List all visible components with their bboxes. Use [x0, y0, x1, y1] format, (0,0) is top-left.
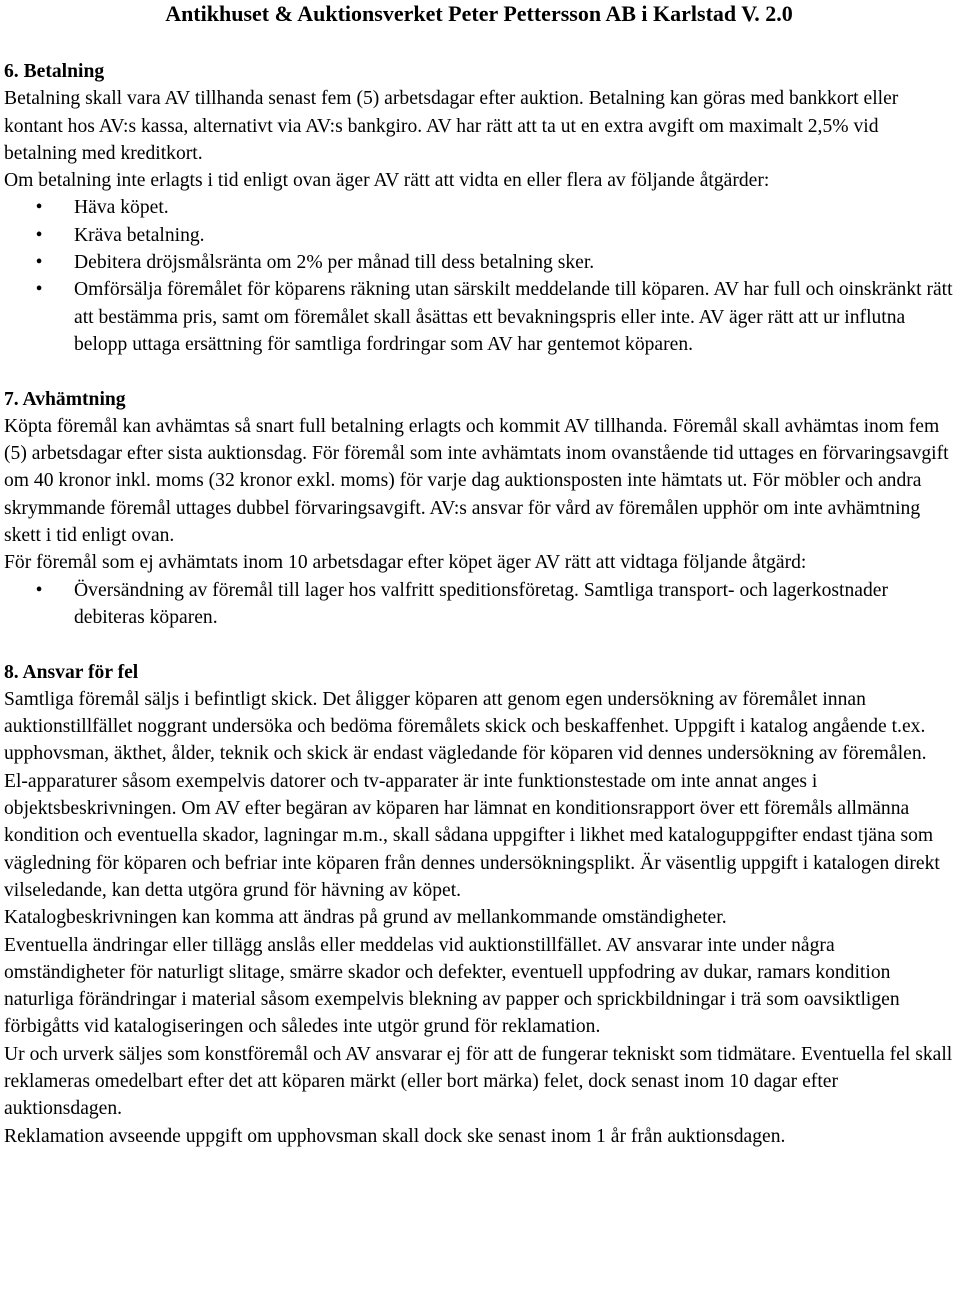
list-item-text: Häva köpet.: [74, 197, 169, 219]
list-item: [35, 222, 954, 249]
paragraph: Samtliga föremål säljs i befintligt skick. Det åligger köparen att genom egen undersökning av föremålet innan auktionstillfället noggrant undersöka och bedöma föremålets skick och beskaffenhet. Uppgift i katalog angående t.ex. upphovsman, äkthet, ålder, teknik och skick är endast vägledande för köparen vid dennes undersökning av föremålen. El-apparaturer såsom exempelvis datorer och tv-apparater är inte funktionstestade om inte annat anges i objektsbeskrivningen. Om AV efter begäran av köparen har lämnat en konditionsrapport över ett föremåls allmänna kondition och eventuella skador, lagningar m.m., skall sådana uppgifter i likhet med kataloguppgifter endast tjäna som vägledning för köparen och befriar inte köparen från dennes undersökningsplikt. Är väsentlig uppgift i katalogen direkt vilseledande, kan detta utgöra grund för hävning av köpet.: [4, 688, 940, 901]
list-item-text: Omförsälja föremålet för köparens räkning utan särskilt meddelande till köparen. AV har full och oinskränkt rätt att bestämma pris, samt om föremålet skall åsättas ett bevakningspris eller inte. AV äger rätt att ur influtna belopp uttaga ersättning för samtliga fordringar som AV har gentemot köparen.: [74, 279, 953, 355]
list-item: [35, 276, 954, 358]
section-heading: 6. Betalning: [4, 61, 105, 82]
spacer: [4, 631, 954, 658]
list-item-text: Kräva betalning.: [74, 224, 205, 246]
section-heading: 7. Avhämtning: [4, 388, 126, 410]
list-item-text: Översändning av föremål till lager hos valfritt speditionsföretag. Samtliga transport- och lagerkostnader debiteras köparen.: [74, 579, 888, 628]
paragraph: Ur och urverk säljes som konstföremål och AV ansvarar ej för att de fungerar tekniskt som tidmätare. Eventuella fel skall reklameras omedelbart efter det att köparen märkt (eller bort märka) felet, dock senast inom 10 dagar efter auktionsdagen.: [4, 1043, 953, 1120]
bullet-icon: •: [35, 252, 43, 274]
paragraph: Katalogbeskrivningen kan komma att ändras på grund av mellankommande omständigheter.: [4, 907, 727, 929]
section-betalning: [4, 58, 954, 358]
paragraph: Betalning skall vara AV tillhanda senast fem (5) arbetsdagar efter auktion. Betalning kan göras med bankkort eller kontant hos AV:s kassa, alternativt via AV:s bankgiro. AV har rätt att ta ut en extra avgift om maximalt 2,5% vid betalning med kreditkort.: [4, 88, 899, 164]
document-title: Antikhuset & Auktionsverket Peter Pettersson AB i Karlstad V. 2.0: [165, 1, 793, 26]
section-heading: 8. Ansvar för fel: [4, 661, 139, 683]
section-ansvar-for-fel: [4, 659, 954, 1150]
paragraph: Köpta föremål kan avhämtas så snart full betalning erlagts och kommit AV tillhanda. Föremål skall avhämtas inom fem (5) arbetsdagar efter sista auktionsdag. För föremål som inte avhämtats inom ovanstående tid uttages en förvaringsavgift om 40 kronor inkl. moms (32 kronor exkl. moms) för varje dag auktionsposten inte hämtats ut. För möbler och andra skrymmande föremål uttages dubbel förvaringsavgift. AV:s ansvar för vård av föremålen upphör om inte avhämtning skett i tid enligt ovan.: [4, 415, 949, 547]
bullet-icon: •: [35, 279, 43, 301]
bullet-icon: •: [35, 224, 43, 246]
spacer: [4, 358, 954, 385]
paragraph: Reklamation avseende uppgift om upphovsman skall dock ske senast inom 1 år från auktionsdagen.: [4, 1125, 786, 1147]
bullet-icon: •: [35, 197, 43, 219]
list-item-text: Debitera dröjsmålsränta om 2% per månad till dess betalning sker.: [74, 252, 595, 274]
list-item: [35, 194, 954, 221]
bullet-icon: •: [35, 579, 43, 601]
paragraph: För föremål som ej avhämtats inom 10 arbetsdagar efter köpet äger AV rätt att vidtaga följande åtgärd:: [4, 552, 807, 574]
paragraph: Eventuella ändringar eller tillägg anslås eller meddelas vid auktionstillfället. AV ansvarar inte under några omständigheter för naturligt slitage, smärre skador och defekter, eventuell uppfodring av dukar, ramars kondition naturliga förändringar i material såsom exempelvis blekning av papper och sprickbildningar i trä som oavsiktligen förbigåtts vid katalogiseringen och således inte utgör grund för reklamation.: [4, 934, 900, 1038]
paragraph: Om betalning inte erlagts i tid enligt ovan äger AV rätt att vidta en eller flera av följande åtgärder:: [4, 170, 770, 192]
list-item: [35, 249, 954, 276]
section-avhamtning: [4, 386, 954, 632]
bullet-list: [4, 577, 954, 632]
bullet-list: [4, 194, 954, 358]
list-item: [35, 577, 954, 632]
